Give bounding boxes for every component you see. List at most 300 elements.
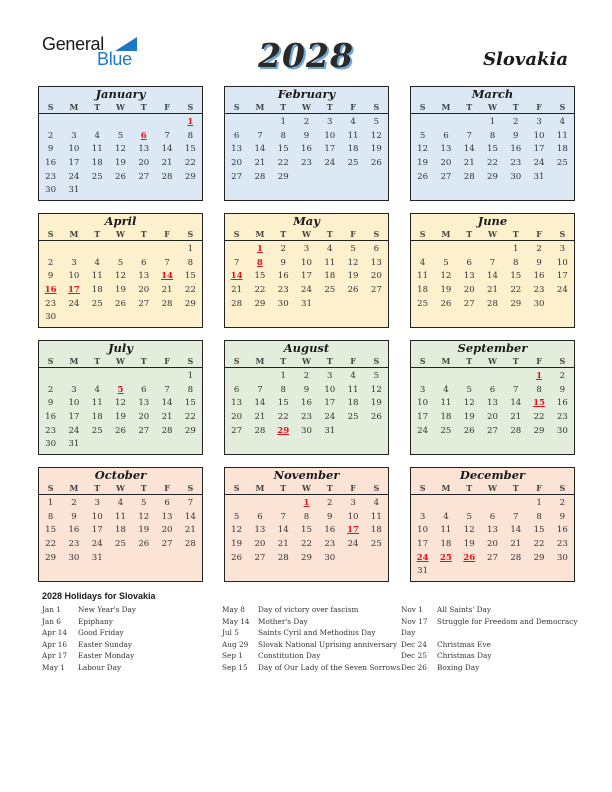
weekday-label: W [116, 356, 125, 366]
date-cell: 28 [161, 298, 173, 309]
empty-cell [86, 243, 109, 257]
date-cell: 4 [443, 384, 449, 395]
holiday-item [401, 662, 581, 674]
day-grid [411, 114, 574, 184]
date-cell: 31 [301, 298, 312, 309]
date-cell: 19 [463, 539, 475, 550]
weekday-label: W [302, 102, 311, 112]
holiday-name: Mother's Day [258, 616, 308, 626]
date-cell: 13 [138, 144, 150, 155]
holiday-date: 1 [256, 244, 263, 254]
weekday-label: F [536, 229, 542, 239]
date-cell: 22 [301, 539, 312, 550]
date-cell: 21 [231, 285, 243, 296]
weekday-label: T [94, 483, 101, 493]
date-cell: 26 [440, 298, 452, 309]
date-cell: 20 [138, 158, 150, 169]
empty-cell [155, 116, 178, 130]
date-cell: 27 [487, 552, 498, 563]
weekday-label: W [116, 483, 125, 493]
holiday-date-label: Sep 1 [222, 651, 243, 660]
date-cell: 12 [370, 384, 382, 395]
holidays-column [222, 604, 402, 673]
holiday-date-label: May 14 [222, 616, 250, 626]
date-cell: 19 [463, 412, 475, 423]
date-cell: 31 [417, 566, 429, 577]
weekday-label: M [69, 483, 79, 493]
date-cell: 7 [187, 498, 194, 508]
empty-cell [272, 497, 295, 511]
date-cell: 18 [324, 271, 336, 282]
empty-cell [411, 497, 434, 511]
date-cell: 26 [115, 171, 126, 182]
weekday-label: T [466, 483, 473, 493]
date-cell: 10 [324, 384, 336, 395]
empty-cell [434, 243, 457, 257]
weekday-header [225, 102, 388, 114]
date-cell: 3 [419, 384, 426, 395]
date-cell: 6 [164, 498, 170, 508]
date-cell: 30 [45, 185, 57, 196]
date-cell: 10 [301, 257, 312, 268]
empty-cell [411, 370, 434, 384]
holiday-date: 24 [416, 552, 429, 563]
date-cell: 9 [47, 398, 54, 409]
date-cell: 16 [510, 144, 522, 155]
date-cell: 18 [417, 285, 429, 296]
weekday-header [411, 356, 574, 368]
date-cell: 19 [370, 398, 382, 409]
date-cell: 15 [45, 525, 57, 536]
empty-cell [248, 370, 271, 384]
date-cell: 22 [184, 412, 196, 423]
date-cell: 2 [280, 244, 286, 254]
date-cell: 27 [138, 425, 150, 436]
date-cell: 7 [257, 384, 263, 395]
weekday-label: M [69, 356, 79, 366]
month-name: January [95, 87, 146, 101]
date-cell: 30 [277, 298, 289, 309]
empty-cell [155, 243, 178, 257]
date-cell: 17 [68, 412, 80, 423]
date-cell: 1 [489, 117, 496, 127]
logo-text-general: General [42, 34, 104, 54]
weekday-label: M [441, 229, 451, 239]
weekday-label: S [559, 483, 566, 493]
date-cell: 8 [536, 384, 542, 395]
month-name: November [273, 468, 340, 482]
date-cell: 21 [254, 158, 266, 169]
date-cell: 16 [301, 398, 312, 409]
holiday-name: Epiphany [78, 616, 113, 626]
date-cell: 2 [71, 498, 77, 508]
date-cell: 1 [513, 244, 519, 254]
date-cell: 8 [489, 130, 496, 141]
date-cell: 20 [487, 412, 498, 423]
holiday-date: 6 [140, 130, 147, 141]
holiday-name: Constitution Day [258, 651, 321, 660]
date-cell: 14 [161, 144, 173, 155]
date-cell: 25 [440, 425, 452, 436]
holiday-date-label: Dec 25 [401, 651, 427, 660]
date-cell: 1 [280, 117, 286, 127]
date-cell: 5 [443, 257, 449, 268]
date-cell: 22 [254, 285, 266, 296]
holiday-date: 29 [277, 425, 290, 436]
weekday-label: M [441, 483, 451, 493]
date-cell: 12 [417, 144, 429, 155]
empty-cell [504, 370, 527, 384]
weekday-label: S [233, 229, 240, 239]
weekday-label: T [94, 229, 101, 239]
month-march [410, 86, 575, 201]
date-cell: 4 [327, 244, 333, 254]
empty-cell [39, 370, 62, 384]
holiday-item [42, 662, 222, 674]
date-cell: 1 [187, 244, 194, 254]
date-cell: 25 [115, 539, 126, 550]
day-grid [411, 368, 574, 438]
date-cell: 14 [184, 511, 196, 522]
date-cell: 13 [161, 511, 173, 522]
empty-cell [481, 370, 504, 384]
month-name: October [94, 468, 147, 482]
weekday-label: S [187, 102, 194, 112]
date-cell: 16 [324, 525, 336, 536]
holiday-item [222, 662, 402, 674]
weekday-label: W [116, 102, 125, 112]
date-cell: 4 [419, 257, 426, 268]
date-cell: 16 [45, 158, 57, 169]
date-cell: 30 [510, 171, 522, 182]
empty-cell [434, 116, 457, 130]
date-cell: 21 [254, 412, 266, 423]
date-cell: 24 [301, 285, 312, 296]
date-cell: 17 [417, 412, 429, 423]
weekday-label: T [326, 102, 333, 112]
date-cell: 14 [161, 398, 173, 409]
date-cell: 8 [187, 257, 194, 268]
weekday-label: T [326, 229, 333, 239]
holiday-date-label: Apr 17 [42, 651, 68, 660]
date-cell: 19 [115, 158, 126, 169]
date-cell: 10 [533, 130, 545, 141]
day-grid [411, 241, 574, 311]
date-cell: 12 [115, 398, 126, 409]
date-cell: 9 [280, 257, 286, 268]
holiday-item [401, 604, 581, 616]
date-cell: 3 [303, 244, 310, 254]
holiday-date: 26 [463, 552, 476, 563]
country-title: Slovakia [483, 49, 568, 70]
weekday-label: F [164, 483, 170, 493]
date-cell: 18 [91, 158, 103, 169]
date-cell: 25 [91, 171, 103, 182]
date-cell: 19 [115, 412, 126, 423]
holiday-name: Labour Day [78, 662, 122, 672]
weekday-label: W [488, 483, 497, 493]
date-cell: 26 [370, 412, 382, 423]
date-cell: 21 [487, 285, 498, 296]
month-name: May [293, 214, 320, 228]
date-cell: 3 [536, 117, 542, 127]
weekday-label: T [94, 356, 101, 366]
day-grid [39, 495, 202, 565]
weekday-header [411, 102, 574, 114]
date-cell: 18 [115, 525, 126, 536]
date-cell: 19 [417, 158, 429, 169]
date-cell: 16 [556, 398, 568, 409]
weekday-label: S [233, 483, 240, 493]
weekday-label: M [255, 229, 265, 239]
holiday-date: 8 [256, 257, 263, 268]
weekday-label: S [187, 229, 194, 239]
date-cell: 29 [254, 298, 266, 309]
empty-cell [458, 370, 481, 384]
date-cell: 27 [231, 425, 243, 436]
date-cell: 8 [280, 130, 286, 141]
date-cell: 6 [233, 130, 240, 141]
weekday-label: T [280, 229, 287, 239]
date-cell: 18 [91, 285, 103, 296]
date-cell: 8 [513, 257, 519, 268]
date-cell: 23 [324, 539, 336, 550]
date-cell: 1 [280, 371, 286, 381]
date-cell: 21 [277, 539, 289, 550]
empty-cell [109, 243, 132, 257]
date-cell: 2 [327, 498, 333, 508]
weekday-header [39, 102, 202, 114]
date-cell: 7 [489, 257, 496, 268]
holidays-column [401, 604, 581, 673]
date-cell: 11 [556, 130, 568, 141]
date-cell: 5 [117, 130, 124, 141]
date-cell: 25 [347, 412, 359, 423]
date-cell: 19 [370, 144, 382, 155]
date-cell: 23 [533, 285, 545, 296]
date-cell: 29 [277, 171, 289, 182]
date-cell: 23 [301, 412, 312, 423]
empty-cell [225, 370, 248, 384]
date-cell: 9 [559, 511, 566, 522]
date-cell: 21 [510, 539, 522, 550]
date-cell: 2 [303, 117, 310, 127]
weekday-header [225, 356, 388, 368]
date-cell: 25 [370, 539, 382, 550]
date-cell: 30 [45, 312, 57, 323]
date-cell: 2 [47, 384, 54, 395]
date-cell: 11 [115, 511, 126, 522]
holiday-date-label: May 8 [222, 605, 245, 614]
date-cell: 30 [68, 552, 80, 563]
empty-cell [86, 370, 109, 384]
date-cell: 5 [117, 257, 124, 268]
weekday-label: F [536, 483, 542, 493]
date-cell: 13 [487, 525, 498, 536]
weekday-label: T [280, 356, 287, 366]
holiday-date-label: Dec 24 [401, 639, 427, 649]
empty-cell [62, 370, 85, 384]
date-cell: 24 [324, 158, 336, 169]
date-cell: 9 [71, 511, 77, 522]
holiday-date-label: Sep 15 [222, 662, 248, 672]
date-cell: 7 [164, 257, 170, 268]
date-cell: 24 [417, 425, 429, 436]
date-cell: 25 [91, 425, 103, 436]
date-cell: 6 [443, 130, 449, 141]
empty-cell [504, 497, 527, 511]
date-cell: 19 [115, 285, 126, 296]
date-cell: 4 [443, 511, 449, 522]
holiday-name: Easter Sunday [78, 639, 133, 649]
weekday-label: T [280, 483, 287, 493]
date-cell: 27 [254, 552, 266, 563]
date-cell: 25 [91, 298, 103, 309]
date-cell: 5 [373, 371, 380, 381]
date-cell: 24 [68, 425, 80, 436]
empty-cell [434, 497, 457, 511]
date-cell: 19 [138, 525, 150, 536]
date-cell: 19 [231, 539, 243, 550]
weekday-label: T [466, 229, 473, 239]
holiday-date-label: May 1 [42, 662, 65, 672]
date-cell: 16 [533, 271, 545, 282]
date-cell: 27 [370, 285, 382, 296]
date-cell: 28 [277, 552, 289, 563]
date-cell: 26 [115, 425, 126, 436]
month-may [224, 213, 389, 328]
weekday-label: F [350, 483, 356, 493]
date-cell: 12 [115, 144, 126, 155]
holiday-date-label: Apr 16 [42, 639, 68, 649]
date-cell: 11 [347, 130, 359, 141]
date-cell: 17 [324, 144, 336, 155]
holiday-date: 16 [44, 285, 57, 296]
date-cell: 22 [184, 158, 196, 169]
date-cell: 9 [47, 271, 54, 282]
empty-cell [225, 116, 248, 130]
date-cell: 10 [91, 511, 103, 522]
weekday-label: M [255, 102, 265, 112]
holiday-date: 14 [161, 271, 174, 282]
date-cell: 16 [68, 525, 80, 536]
weekday-label: M [441, 356, 451, 366]
date-cell: 4 [94, 384, 100, 395]
holiday-name: Saints Cyril and Methodius Day [258, 628, 376, 637]
date-cell: 28 [254, 425, 266, 436]
date-cell: 6 [257, 511, 263, 522]
weekday-label: S [373, 229, 380, 239]
weekday-label: T [140, 102, 147, 112]
month-name: February [277, 87, 336, 101]
holiday-date-label: Aug 29 [222, 639, 249, 649]
date-cell: 31 [324, 425, 336, 436]
date-cell: 12 [231, 525, 243, 536]
date-cell: 26 [463, 425, 475, 436]
date-cell: 28 [184, 539, 196, 550]
date-cell: 15 [277, 398, 289, 409]
date-cell: 11 [324, 257, 336, 268]
date-cell: 2 [536, 244, 542, 254]
date-cell: 30 [324, 552, 336, 563]
date-cell: 28 [231, 298, 243, 309]
holiday-date-label: Nov 1 [401, 605, 423, 614]
date-cell: 14 [463, 144, 475, 155]
date-cell: 15 [533, 525, 545, 536]
date-cell: 15 [184, 144, 196, 155]
date-cell: 3 [71, 130, 77, 141]
date-cell: 3 [559, 244, 566, 254]
holiday-date-label: Jan 1 [42, 605, 61, 614]
date-cell: 28 [510, 552, 522, 563]
date-cell: 3 [327, 371, 333, 381]
date-cell: 23 [556, 412, 568, 423]
date-cell: 8 [47, 511, 54, 522]
date-cell: 6 [489, 384, 496, 395]
date-cell: 10 [68, 271, 80, 282]
date-cell: 16 [301, 144, 312, 155]
weekday-label: F [164, 356, 170, 366]
date-cell: 23 [556, 539, 568, 550]
day-grid [39, 241, 202, 325]
date-cell: 13 [138, 398, 150, 409]
date-cell: 2 [513, 117, 519, 127]
month-name: June [477, 214, 508, 228]
date-cell: 16 [556, 525, 568, 536]
date-cell: 22 [533, 412, 545, 423]
date-cell: 24 [347, 539, 359, 550]
date-cell: 21 [463, 158, 475, 169]
date-cell: 17 [324, 398, 336, 409]
date-cell: 21 [161, 285, 173, 296]
weekday-header [225, 483, 388, 495]
weekday-header [39, 483, 202, 495]
weekday-header [411, 229, 574, 241]
date-cell: 22 [487, 158, 498, 169]
holiday-item [42, 650, 222, 662]
date-cell: 15 [277, 144, 289, 155]
empty-cell [458, 116, 481, 130]
weekday-label: S [559, 102, 566, 112]
date-cell: 28 [161, 425, 173, 436]
date-cell: 30 [556, 425, 568, 436]
date-cell: 28 [463, 171, 475, 182]
weekday-label: F [350, 102, 356, 112]
date-cell: 13 [440, 144, 452, 155]
date-cell: 24 [324, 412, 336, 423]
date-cell: 21 [184, 525, 196, 536]
date-cell: 23 [301, 158, 312, 169]
date-cell: 18 [347, 144, 359, 155]
date-cell: 12 [440, 271, 452, 282]
date-cell: 3 [94, 498, 100, 508]
date-cell: 1 [47, 498, 54, 508]
day-grid [225, 241, 388, 311]
holiday-name: Boxing Day [437, 662, 480, 672]
date-cell: 5 [141, 498, 147, 508]
date-cell: 18 [91, 412, 103, 423]
date-cell: 29 [533, 552, 545, 563]
date-cell: 2 [559, 371, 566, 381]
empty-cell [39, 116, 62, 130]
date-cell: 24 [533, 158, 545, 169]
empty-cell [458, 497, 481, 511]
date-cell: 14 [277, 525, 289, 536]
holiday-name: Struggle for Freedom and Democracy Day [401, 616, 578, 637]
holiday-date: 17 [67, 285, 80, 296]
date-cell: 20 [138, 285, 150, 296]
month-september [410, 340, 575, 455]
